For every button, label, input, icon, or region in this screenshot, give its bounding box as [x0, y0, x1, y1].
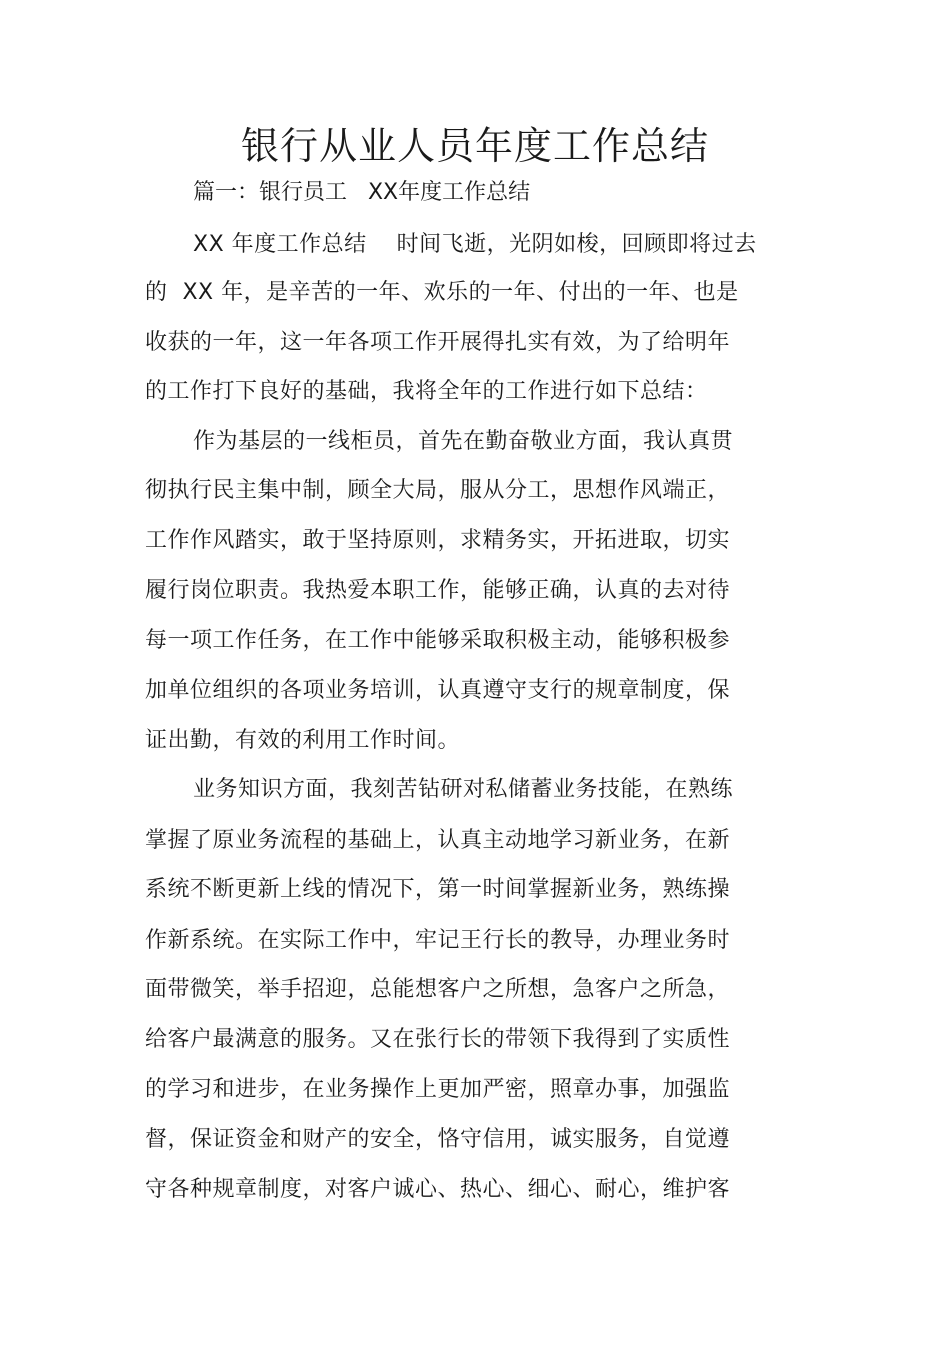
body-line: 作新系统。在实际工作中，牢记王行长的教导，办理业务时 — [145, 928, 731, 953]
body-line: 收获的一年，这一年各项工作开展得扎实有效，为了给明年 — [145, 330, 731, 355]
body-line: 督，保证资金和财产的安全，恪守信用，诚实服务，自觉遵 — [145, 1127, 731, 1152]
body-line: 掌握了原业务流程的基础上，认真主动地学习新业务，在新 — [145, 828, 731, 853]
body-line: 每一项工作任务，在工作中能够采取积极主动，能够积极参 — [145, 628, 731, 653]
body-line: 履行岗位职责。我热爱本职工作，能够正确，认真的去对待 — [145, 578, 731, 603]
body-line: 工作作风踏实，敢于坚持原则，求精务实，开拓进取，切实 — [145, 528, 731, 553]
body-line: 守各种规章制度，对客户诚心、热心、细心、耐心，维护客 — [145, 1177, 731, 1202]
body-line: 的学习和进步，在业务操作上更加严密，照章办事，加强监 — [145, 1077, 731, 1102]
body-line: 的 XX 年，是辛苦的一年、欢乐的一年、付出的一年、也是 — [145, 280, 739, 305]
body-line: 面带微笑，举手招迎，总能想客户之所想，急客户之所急， — [145, 977, 731, 1002]
body-line: 系统不断更新上线的情况下，第一时间掌握新业务，熟练操 — [145, 877, 731, 902]
body-line: 业务知识方面，我刻苦钻研对私储蓄业务技能，在熟练 — [193, 777, 734, 802]
body-line: XX 年度工作总结 时间飞逝，光阴如梭，回顾即将过去 — [193, 232, 757, 257]
document-subtitle: 篇一：银行员工 XX年度工作总结 — [193, 180, 531, 205]
document-title: 银行从业人员年度工作总结 — [240, 124, 709, 168]
body-line: 加单位组织的各项业务培训，认真遵守支行的规章制度，保 — [145, 678, 731, 703]
body-line: 证出勤，有效的利用工作时间。 — [145, 728, 461, 753]
body-line: 彻执行民主集中制，顾全大局，服从分工，思想作风端正， — [145, 478, 731, 503]
body-line: 给客户最满意的服务。又在张行长的带领下我得到了实质性 — [145, 1027, 731, 1052]
body-line: 的工作打下良好的基础，我将全年的工作进行如下总结： — [145, 379, 708, 404]
body-line: 作为基层的一线柜员，首先在勤奋敬业方面，我认真贯 — [193, 429, 734, 454]
